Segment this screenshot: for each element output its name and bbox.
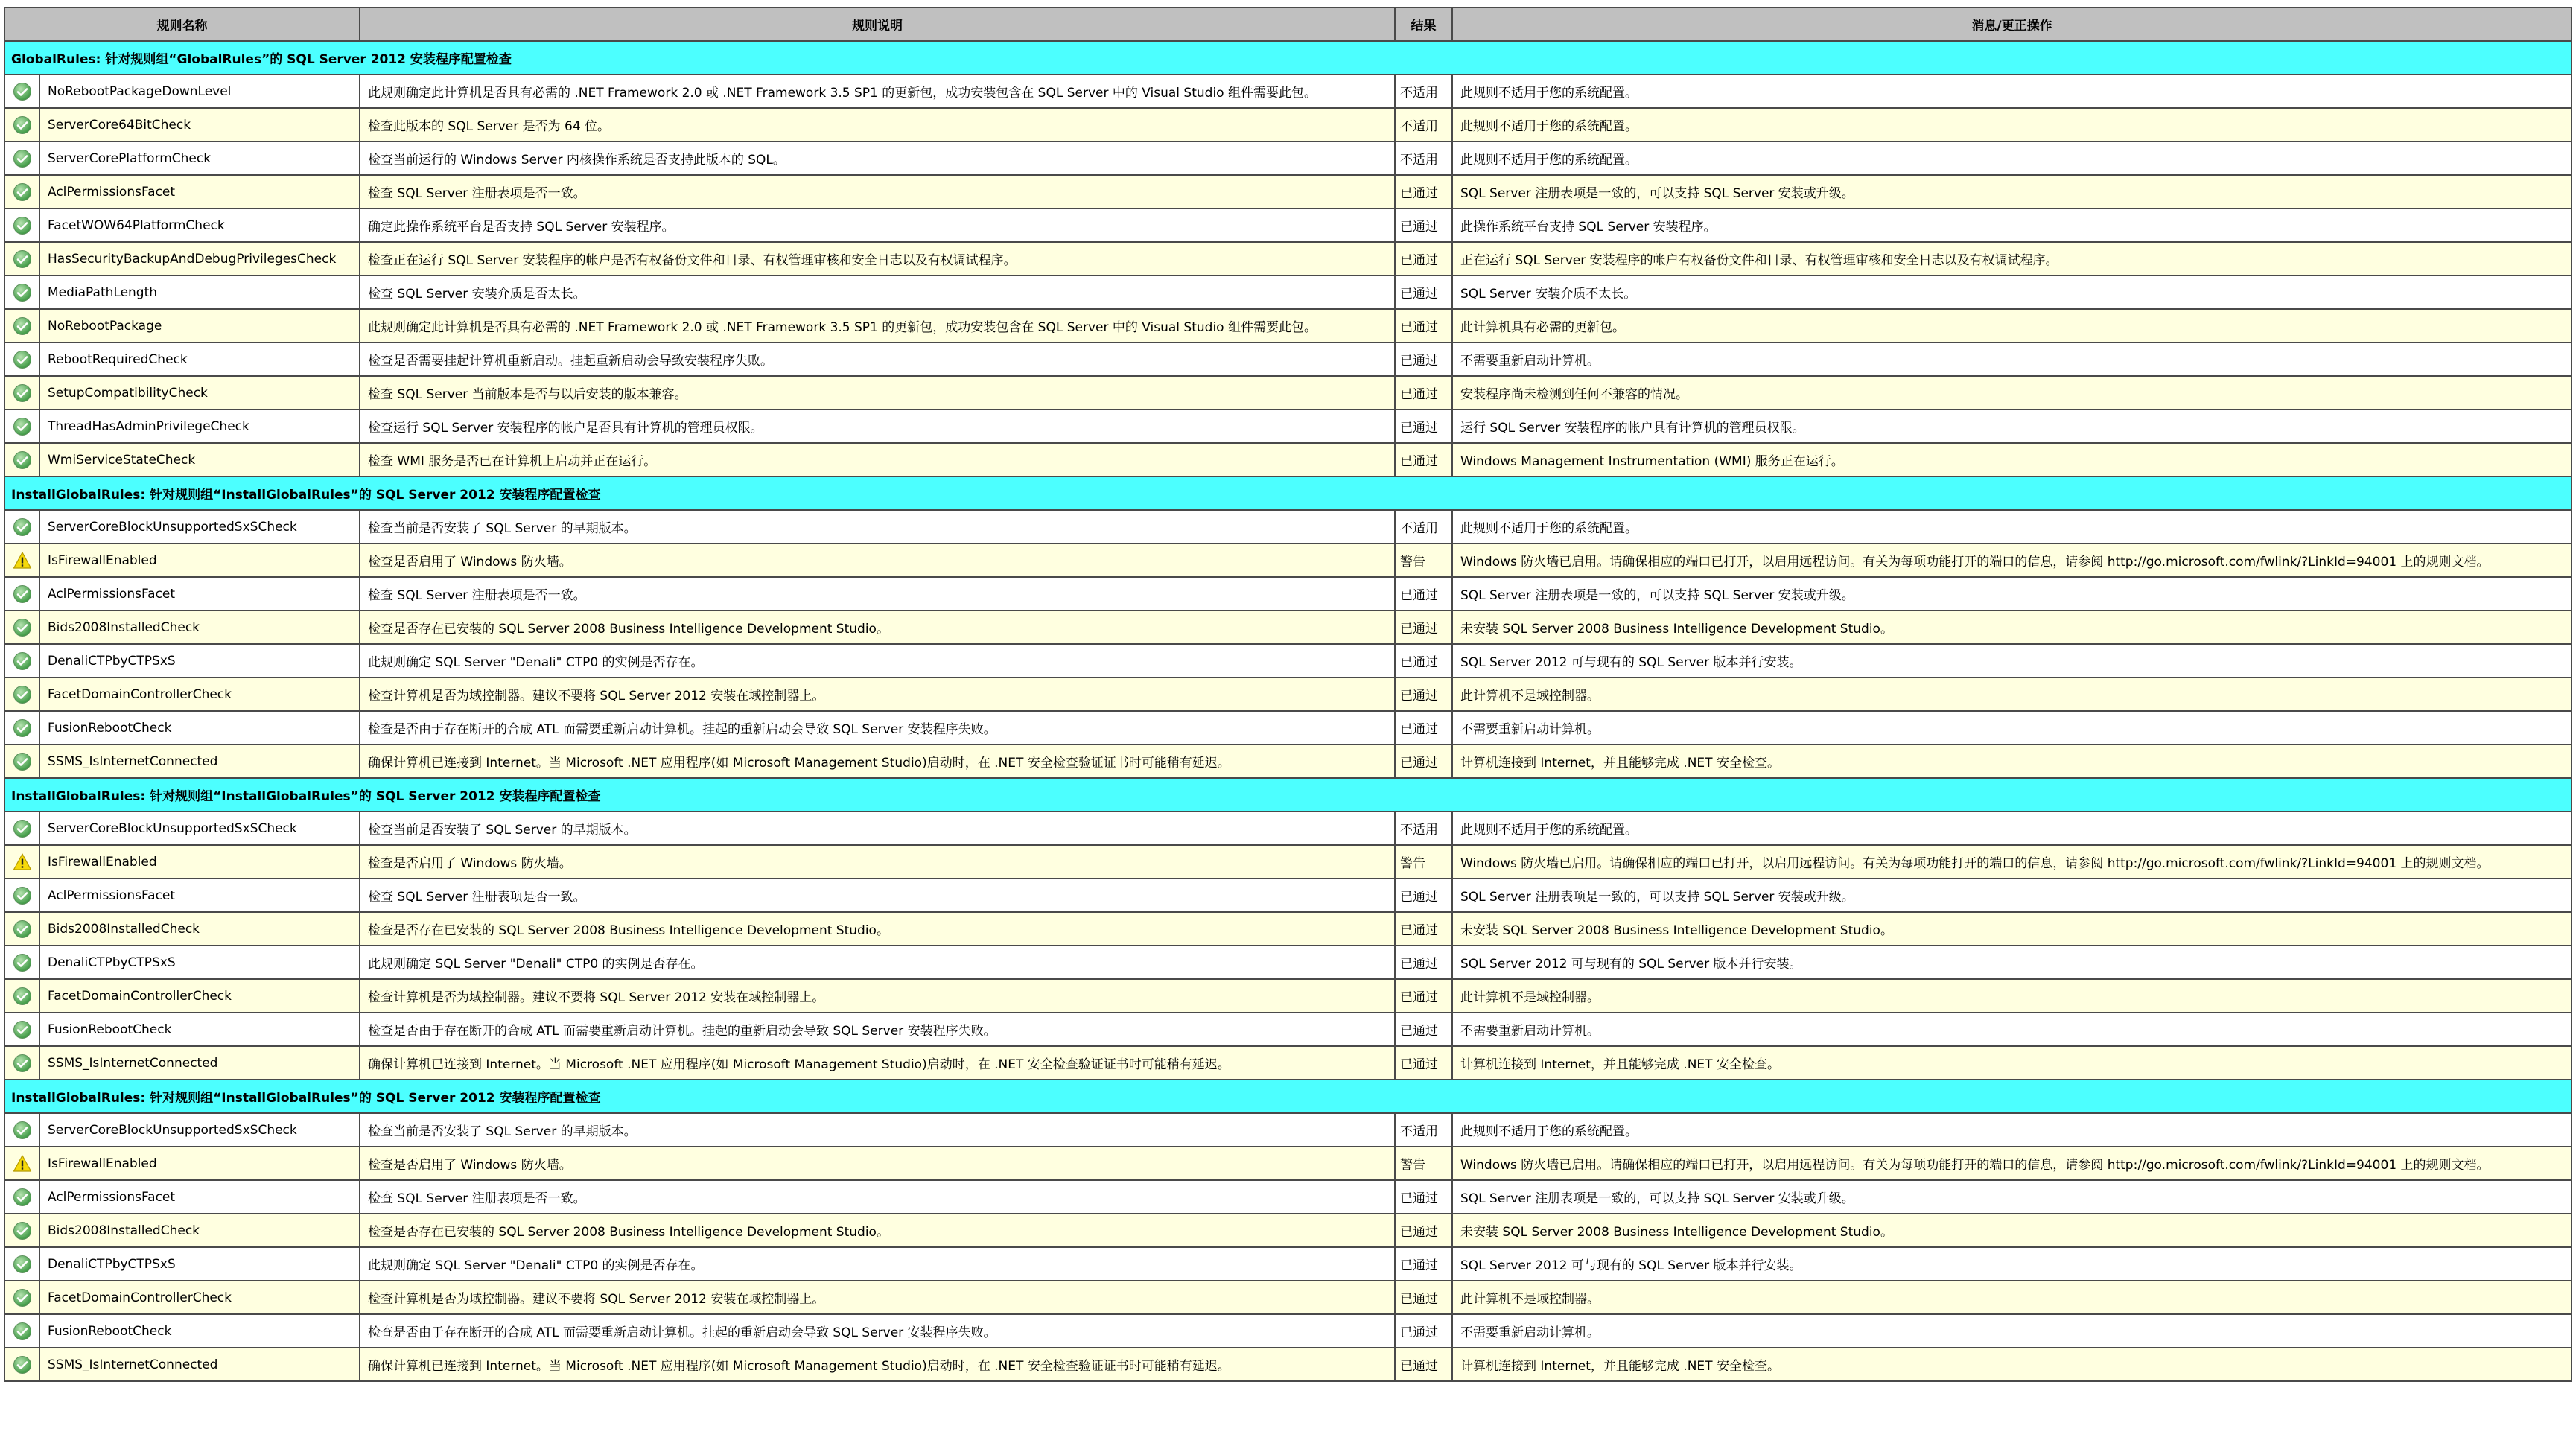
rule-name: SSMS_IsInternetConnected [39, 745, 360, 778]
rule-message: 此规则不适用于您的系统配置。 [1452, 812, 2572, 845]
table-row [4, 1281, 2572, 1314]
table-row [4, 443, 2572, 477]
table-row [4, 1046, 2572, 1080]
rule-result: 已通过 [1395, 912, 1452, 946]
check-icon [4, 343, 39, 376]
check-icon [4, 1113, 39, 1147]
table-row [4, 1180, 2572, 1214]
rule-name: NoRebootPackage [39, 309, 360, 343]
table-row [4, 175, 2572, 208]
rule-message: SQL Server 注册表项是一致的，可以支持 SQL Server 安装或升级。 [1452, 1180, 2572, 1214]
rule-name: MediaPathLength [39, 275, 360, 309]
rule-message: 不需要重新启动计算机。 [1452, 1013, 2572, 1046]
rule-message: SQL Server 2012 可与现有的 SQL Server 版本并行安装。 [1452, 946, 2572, 979]
check-icon [4, 812, 39, 845]
table-row [4, 376, 2572, 410]
rule-description: 检查是否存在已安装的 SQL Server 2008 Business Intelligence Development Studio。 [360, 912, 1395, 946]
check-icon [4, 979, 39, 1013]
rule-result: 已通过 [1395, 644, 1452, 678]
rule-name: ServerCoreBlockUnsupportedSxSCheck [39, 812, 360, 845]
check-icon [4, 1314, 39, 1348]
rule-name: ServerCoreBlockUnsupportedSxSCheck [39, 1113, 360, 1147]
check-icon [4, 879, 39, 912]
check-icon [4, 577, 39, 611]
rules-report-table [4, 7, 2572, 1382]
check-icon [4, 1214, 39, 1247]
check-icon [4, 141, 39, 175]
check-icon [4, 208, 39, 242]
check-icon [4, 443, 39, 477]
rule-description: 检查计算机是否为域控制器。建议不要将 SQL Server 2012 安装在域控制器上。 [360, 979, 1395, 1013]
rule-message: 此规则不适用于您的系统配置。 [1452, 108, 2572, 141]
rule-description: 检查当前是否安装了 SQL Server 的早期版本。 [360, 510, 1395, 544]
rule-result: 已通过 [1395, 979, 1452, 1013]
rule-message: 安装程序尚未检测到任何不兼容的情况。 [1452, 376, 2572, 410]
rule-group-header [4, 778, 2572, 812]
rule-group-title: GlobalRules: 针对规则组“GlobalRules”的 SQL Server 2012 安装程序配置检查 [4, 41, 2572, 74]
rule-description: 检查 SQL Server 注册表项是否一致。 [360, 879, 1395, 912]
rule-description: 检查 SQL Server 安装介质是否太长。 [360, 275, 1395, 309]
check-icon [4, 275, 39, 309]
rule-description: 此规则确定 SQL Server "Denali" CTP0 的实例是否存在。 [360, 644, 1395, 678]
rule-result: 已通过 [1395, 1247, 1452, 1281]
rule-name: AclPermissionsFacet [39, 879, 360, 912]
rule-message: 未安装 SQL Server 2008 Business Intelligence Development Studio。 [1452, 611, 2572, 644]
rule-message: 运行 SQL Server 安装程序的帐户具有计算机的管理员权限。 [1452, 410, 2572, 443]
rule-name: FusionRebootCheck [39, 1314, 360, 1348]
rule-message: 此计算机不是域控制器。 [1452, 1281, 2572, 1314]
rule-message: 此操作系统平台支持 SQL Server 安装程序。 [1452, 208, 2572, 242]
table-row [4, 275, 2572, 309]
rule-description: 此规则确定 SQL Server "Denali" CTP0 的实例是否存在。 [360, 1247, 1395, 1281]
table-row [4, 1147, 2572, 1180]
table-row [4, 544, 2572, 577]
check-icon [4, 242, 39, 275]
check-icon [4, 74, 39, 108]
rule-name: FacetDomainControllerCheck [39, 979, 360, 1013]
rule-description: 此规则确定此计算机是否具有必需的 .NET Framework 2.0 或 .NET Framework 3.5 SP1 的更新包，成功安装包含在 SQL Server 中的 Visual Studio 组件需要此包。 [360, 74, 1395, 108]
table-header-row [4, 7, 2572, 41]
check-icon [4, 175, 39, 208]
table-row [4, 1214, 2572, 1247]
rule-name: DenaliCTPbyCTPSxS [39, 1247, 360, 1281]
rule-result: 不适用 [1395, 74, 1452, 108]
rule-result: 已通过 [1395, 343, 1452, 376]
check-icon [4, 510, 39, 544]
table-row [4, 1013, 2572, 1046]
rule-name: FusionRebootCheck [39, 711, 360, 745]
rule-description: 检查 SQL Server 当前版本是否与以后安装的版本兼容。 [360, 376, 1395, 410]
rule-message: 此规则不适用于您的系统配置。 [1452, 510, 2572, 544]
rule-message: 未安装 SQL Server 2008 Business Intelligence Development Studio。 [1452, 1214, 2572, 1247]
rule-name: ServerCore64BitCheck [39, 108, 360, 141]
table-row [4, 946, 2572, 979]
rule-message: 计算机连接到 Internet，并且能够完成 .NET 安全检查。 [1452, 1046, 2572, 1080]
check-icon [4, 1046, 39, 1080]
rule-result: 已通过 [1395, 208, 1452, 242]
rule-name: WmiServiceStateCheck [39, 443, 360, 477]
check-icon [4, 745, 39, 778]
rule-result: 已通过 [1395, 1214, 1452, 1247]
rule-description: 检查是否由于存在断开的合成 ATL 而需要重新启动计算机。挂起的重新启动会导致 SQL Server 安装程序失败。 [360, 711, 1395, 745]
rule-message: 计算机连接到 Internet，并且能够完成 .NET 安全检查。 [1452, 745, 2572, 778]
table-row [4, 1247, 2572, 1281]
rule-group-title: InstallGlobalRules: 针对规则组“InstallGlobalRules”的 SQL Server 2012 安装程序配置检查 [4, 778, 2572, 812]
rule-name: HasSecurityBackupAndDebugPrivilegesCheck [39, 242, 360, 275]
rule-description: 检查 WMI 服务是否已在计算机上启动并正在运行。 [360, 443, 1395, 477]
rule-name: AclPermissionsFacet [39, 1180, 360, 1214]
rule-message: SQL Server 注册表项是一致的，可以支持 SQL Server 安装或升级。 [1452, 175, 2572, 208]
table-row [4, 309, 2572, 343]
rule-result: 已通过 [1395, 410, 1452, 443]
header-rule-description[interactable]: 规则说明 [360, 7, 1395, 41]
warning-icon [4, 845, 39, 879]
rule-description: 检查当前是否安装了 SQL Server 的早期版本。 [360, 1113, 1395, 1147]
rule-description: 检查计算机是否为域控制器。建议不要将 SQL Server 2012 安装在域控制器上。 [360, 1281, 1395, 1314]
rule-result: 已通过 [1395, 242, 1452, 275]
rule-message: 正在运行 SQL Server 安装程序的帐户有权备份文件和目录、有权管理审核和安全日志以及有权调试程序。 [1452, 242, 2572, 275]
table-row [4, 678, 2572, 711]
rule-result: 已通过 [1395, 443, 1452, 477]
rule-message: SQL Server 安装介质不太长。 [1452, 275, 2572, 309]
warning-icon [4, 1147, 39, 1180]
rule-name: Bids2008InstalledCheck [39, 912, 360, 946]
rule-description: 检查是否启用了 Windows 防火墙。 [360, 544, 1395, 577]
rule-message: 此计算机不是域控制器。 [1452, 678, 2572, 711]
rule-group-header [4, 1080, 2572, 1113]
table-row [4, 845, 2572, 879]
table-row [4, 208, 2572, 242]
rule-result: 不适用 [1395, 1113, 1452, 1147]
rule-name: DenaliCTPbyCTPSxS [39, 644, 360, 678]
rule-group-title: InstallGlobalRules: 针对规则组“InstallGlobalRules”的 SQL Server 2012 安装程序配置检查 [4, 477, 2572, 510]
rule-name: ServerCorePlatformCheck [39, 141, 360, 175]
check-icon [4, 611, 39, 644]
rule-message: 未安装 SQL Server 2008 Business Intelligence Development Studio。 [1452, 912, 2572, 946]
table-row [4, 912, 2572, 946]
rule-message: SQL Server 注册表项是一致的，可以支持 SQL Server 安装或升级。 [1452, 577, 2572, 611]
table-row [4, 644, 2572, 678]
rule-description: 此规则确定此计算机是否具有必需的 .NET Framework 2.0 或 .NET Framework 3.5 SP1 的更新包，成功安装包含在 SQL Server 中的 Visual Studio 组件需要此包。 [360, 309, 1395, 343]
table-row [4, 108, 2572, 141]
table-row [4, 510, 2572, 544]
rule-name: ServerCoreBlockUnsupportedSxSCheck [39, 510, 360, 544]
table-row [4, 611, 2572, 644]
rule-name: IsFirewallEnabled [39, 845, 360, 879]
rule-result: 已通过 [1395, 577, 1452, 611]
header-rule-name[interactable]: 规则名称 [4, 7, 360, 41]
header-message[interactable]: 消息/更正操作 [1452, 7, 2572, 41]
rule-description: 检查正在运行 SQL Server 安装程序的帐户是否有权备份文件和目录、有权管理审核和安全日志以及有权调试程序。 [360, 242, 1395, 275]
rule-description: 检查当前运行的 Windows Server 内核操作系统是否支持此版本的 SQL。 [360, 141, 1395, 175]
rule-name: Bids2008InstalledCheck [39, 611, 360, 644]
rule-name: SSMS_IsInternetConnected [39, 1348, 360, 1381]
check-icon [4, 410, 39, 443]
table-row [4, 711, 2572, 745]
rule-name: NoRebootPackageDownLevel [39, 74, 360, 108]
header-result[interactable]: 结果 [1395, 7, 1452, 41]
rule-description: 确保计算机已连接到 Internet。当 Microsoft .NET 应用程序(如 Microsoft Management Studio)启动时，在 .NET 安全检查验证证书时可能稍有延迟。 [360, 1046, 1395, 1080]
check-icon [4, 309, 39, 343]
check-icon [4, 1180, 39, 1214]
rule-message: 此计算机不是域控制器。 [1452, 979, 2572, 1013]
check-icon [4, 678, 39, 711]
rule-result: 已通过 [1395, 175, 1452, 208]
rule-description: 检查是否由于存在断开的合成 ATL 而需要重新启动计算机。挂起的重新启动会导致 SQL Server 安装程序失败。 [360, 1314, 1395, 1348]
rule-message: 此计算机具有必需的更新包。 [1452, 309, 2572, 343]
rule-name: AclPermissionsFacet [39, 175, 360, 208]
rule-result: 已通过 [1395, 1314, 1452, 1348]
rule-description: 检查是否需要挂起计算机重新启动。挂起重新启动会导致安装程序失败。 [360, 343, 1395, 376]
table-row [4, 141, 2572, 175]
rule-group-title: InstallGlobalRules: 针对规则组“InstallGlobalRules”的 SQL Server 2012 安装程序配置检查 [4, 1080, 2572, 1113]
table-row [4, 812, 2572, 845]
check-icon [4, 946, 39, 979]
rule-name: SetupCompatibilityCheck [39, 376, 360, 410]
rule-name: AclPermissionsFacet [39, 577, 360, 611]
rule-message: Windows 防火墙已启用。请确保相应的端口已打开，以启用远程访问。有关为每项功能打开的端口的信息，请参阅 http://go.microsoft.com/fwlink/?LinkId=94001 上的规则文档。 [1452, 1147, 2572, 1180]
rule-result: 已通过 [1395, 946, 1452, 979]
rule-result: 已通过 [1395, 1180, 1452, 1214]
rule-name: SSMS_IsInternetConnected [39, 1046, 360, 1080]
table-row [4, 410, 2572, 443]
rule-message: 不需要重新启动计算机。 [1452, 343, 2572, 376]
warning-icon [4, 544, 39, 577]
rule-description: 检查是否由于存在断开的合成 ATL 而需要重新启动计算机。挂起的重新启动会导致 SQL Server 安装程序失败。 [360, 1013, 1395, 1046]
table-row [4, 242, 2572, 275]
rule-name: IsFirewallEnabled [39, 1147, 360, 1180]
rule-result: 已通过 [1395, 1046, 1452, 1080]
rule-name: Bids2008InstalledCheck [39, 1214, 360, 1247]
rule-description: 检查是否启用了 Windows 防火墙。 [360, 845, 1395, 879]
check-icon [4, 1247, 39, 1281]
rule-name: FacetDomainControllerCheck [39, 678, 360, 711]
rule-result: 已通过 [1395, 376, 1452, 410]
check-icon [4, 108, 39, 141]
rule-message: 计算机连接到 Internet，并且能够完成 .NET 安全检查。 [1452, 1348, 2572, 1381]
rule-message: Windows 防火墙已启用。请确保相应的端口已打开，以启用远程访问。有关为每项功能打开的端口的信息，请参阅 http://go.microsoft.com/fwlink/?LinkId=94001 上的规则文档。 [1452, 544, 2572, 577]
rule-result: 警告 [1395, 544, 1452, 577]
check-icon [4, 1281, 39, 1314]
check-icon [4, 711, 39, 745]
rule-result: 不适用 [1395, 141, 1452, 175]
rule-message: 此规则不适用于您的系统配置。 [1452, 74, 2572, 108]
table-row [4, 1314, 2572, 1348]
check-icon [4, 1013, 39, 1046]
rule-name: ThreadHasAdminPrivilegeCheck [39, 410, 360, 443]
rule-result: 警告 [1395, 845, 1452, 879]
rule-name: FacetWOW64PlatformCheck [39, 208, 360, 242]
rule-result: 警告 [1395, 1147, 1452, 1180]
rule-result: 已通过 [1395, 309, 1452, 343]
rule-message: Windows Management Instrumentation (WMI) 服务正在运行。 [1452, 443, 2572, 477]
table-row [4, 979, 2572, 1013]
rule-group-header [4, 41, 2572, 74]
rule-message: 不需要重新启动计算机。 [1452, 1314, 2572, 1348]
rule-result: 不适用 [1395, 510, 1452, 544]
rule-result: 不适用 [1395, 812, 1452, 845]
rule-name: FacetDomainControllerCheck [39, 1281, 360, 1314]
rule-result: 已通过 [1395, 1348, 1452, 1381]
table-row [4, 1113, 2572, 1147]
table-row [4, 74, 2572, 108]
table-body [4, 41, 2572, 1381]
table-row [4, 343, 2572, 376]
table-row [4, 745, 2572, 778]
rule-result: 已通过 [1395, 745, 1452, 778]
rule-result: 已通过 [1395, 1013, 1452, 1046]
rule-description: 检查 SQL Server 注册表项是否一致。 [360, 1180, 1395, 1214]
check-icon [4, 1348, 39, 1381]
table-row [4, 1348, 2572, 1381]
rule-group-header [4, 477, 2572, 510]
rule-message: 此规则不适用于您的系统配置。 [1452, 141, 2572, 175]
rule-description: 确定此操作系统平台是否支持 SQL Server 安装程序。 [360, 208, 1395, 242]
rule-result: 已通过 [1395, 678, 1452, 711]
table-row [4, 577, 2572, 611]
table-row [4, 879, 2572, 912]
rule-result: 已通过 [1395, 879, 1452, 912]
rule-message: SQL Server 2012 可与现有的 SQL Server 版本并行安装。 [1452, 644, 2572, 678]
rule-message: SQL Server 注册表项是一致的，可以支持 SQL Server 安装或升级。 [1452, 879, 2572, 912]
rule-description: 检查当前是否安装了 SQL Server 的早期版本。 [360, 812, 1395, 845]
rule-description: 检查运行 SQL Server 安装程序的帐户是否具有计算机的管理员权限。 [360, 410, 1395, 443]
check-icon [4, 376, 39, 410]
rule-result: 已通过 [1395, 1281, 1452, 1314]
rule-name: RebootRequiredCheck [39, 343, 360, 376]
rule-description: 检查是否存在已安装的 SQL Server 2008 Business Intelligence Development Studio。 [360, 1214, 1395, 1247]
rule-description: 检查计算机是否为域控制器。建议不要将 SQL Server 2012 安装在域控制器上。 [360, 678, 1395, 711]
rule-description: 检查此版本的 SQL Server 是否为 64 位。 [360, 108, 1395, 141]
rule-description: 此规则确定 SQL Server "Denali" CTP0 的实例是否存在。 [360, 946, 1395, 979]
rule-name: DenaliCTPbyCTPSxS [39, 946, 360, 979]
check-icon [4, 912, 39, 946]
rule-message: Windows 防火墙已启用。请确保相应的端口已打开，以启用远程访问。有关为每项功能打开的端口的信息，请参阅 http://go.microsoft.com/fwlink/?LinkId=94001 上的规则文档。 [1452, 845, 2572, 879]
rule-description: 检查 SQL Server 注册表项是否一致。 [360, 175, 1395, 208]
rule-result: 已通过 [1395, 275, 1452, 309]
check-icon [4, 644, 39, 678]
rule-message: 此规则不适用于您的系统配置。 [1452, 1113, 2572, 1147]
rule-name: FusionRebootCheck [39, 1013, 360, 1046]
rule-result: 不适用 [1395, 108, 1452, 141]
rule-description: 确保计算机已连接到 Internet。当 Microsoft .NET 应用程序(如 Microsoft Management Studio)启动时，在 .NET 安全检查验证证书时可能稍有延迟。 [360, 745, 1395, 778]
rule-description: 检查 SQL Server 注册表项是否一致。 [360, 577, 1395, 611]
rule-result: 已通过 [1395, 711, 1452, 745]
rule-result: 已通过 [1395, 611, 1452, 644]
rule-message: SQL Server 2012 可与现有的 SQL Server 版本并行安装。 [1452, 1247, 2572, 1281]
rule-message: 不需要重新启动计算机。 [1452, 711, 2572, 745]
rule-description: 检查是否启用了 Windows 防火墙。 [360, 1147, 1395, 1180]
rule-description: 检查是否存在已安装的 SQL Server 2008 Business Intelligence Development Studio。 [360, 611, 1395, 644]
rule-name: IsFirewallEnabled [39, 544, 360, 577]
rule-description: 确保计算机已连接到 Internet。当 Microsoft .NET 应用程序(如 Microsoft Management Studio)启动时，在 .NET 安全检查验证证书时可能稍有延迟。 [360, 1348, 1395, 1381]
